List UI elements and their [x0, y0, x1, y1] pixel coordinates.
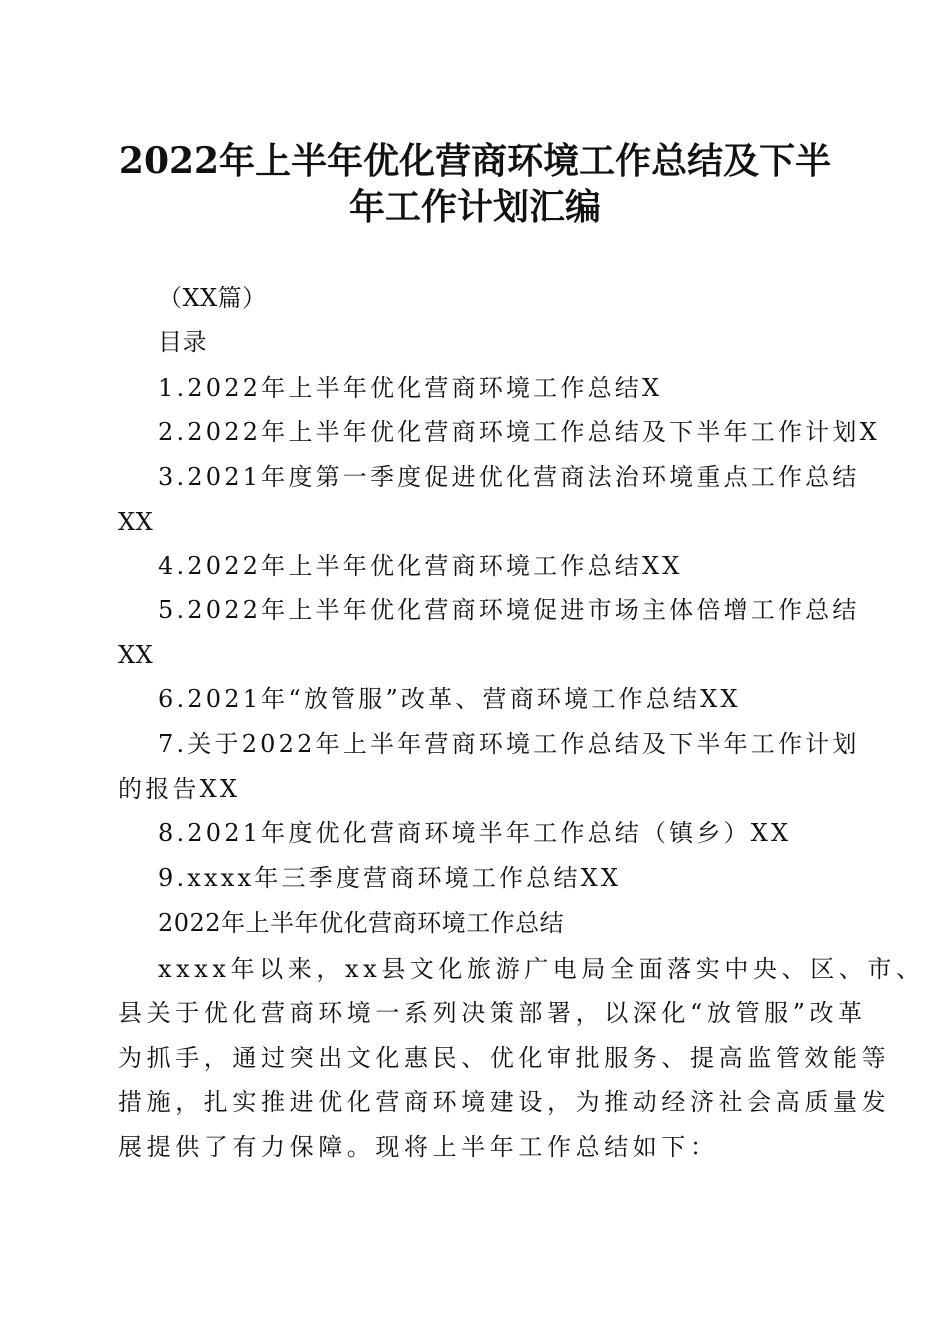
- document-title-line-1: 2022年上半年优化营商环境工作总结及下半: [118, 140, 832, 182]
- paragraph-line-5: 展提供了有力保障。现将上半年工作总结如下：: [118, 1133, 719, 1161]
- document-subtitle: （XX篇）: [158, 284, 267, 312]
- toc-item-1: 1.2022年上半年优化营商环境工作总结X: [158, 374, 663, 402]
- paragraph-line-3: 为抓手，通过突出文化惠民、优化审批服务、提高监管效能等: [118, 1044, 891, 1072]
- toc-item-7: 7.关于2022年上半年营商环境工作总结及下半年工作计划: [158, 730, 860, 758]
- toc-item-3-continued: XX: [118, 508, 154, 536]
- paragraph-line-4: 措施，扎实推进优化营商环境建设，为推动经济社会高质量发: [118, 1088, 891, 1116]
- document-title-line-2: 年工作计划汇编: [348, 186, 601, 228]
- toc-item-5: 5.2022年上半年优化营商环境促进市场主体倍增工作总结: [158, 596, 860, 624]
- toc-item-2: 2.2022年上半年优化营商环境工作总结及下半年工作计划X: [158, 418, 880, 446]
- toc-item-6: 6.2021年“放管服”改革、营商环境工作总结XX: [158, 685, 741, 713]
- toc-item-7-continued: 的报告XX: [118, 775, 241, 803]
- toc-item-3: 3.2021年度第一季度促进优化营商法治环境重点工作总结: [158, 463, 860, 491]
- toc-item-8: 8.2021年度优化营商环境半年工作总结（镇乡）XX: [158, 819, 792, 847]
- paragraph-line-2: 县关于优化营商环境一系列决策部署，以深化“放管服”改革: [118, 999, 867, 1027]
- section-heading: 2022年上半年优化营商环境工作总结: [158, 909, 565, 937]
- toc-item-9: 9.xxxx年三季度营商环境工作总结XX: [158, 864, 622, 892]
- paragraph-line-1: xxxx年以来，xx县文化旅游广电局全面落实中央、区、市、: [158, 955, 925, 983]
- toc-item-5-continued: XX: [118, 641, 154, 669]
- toc-heading: 目录: [158, 328, 207, 356]
- toc-item-4: 4.2022年上半年优化营商环境工作总结XX: [158, 552, 683, 580]
